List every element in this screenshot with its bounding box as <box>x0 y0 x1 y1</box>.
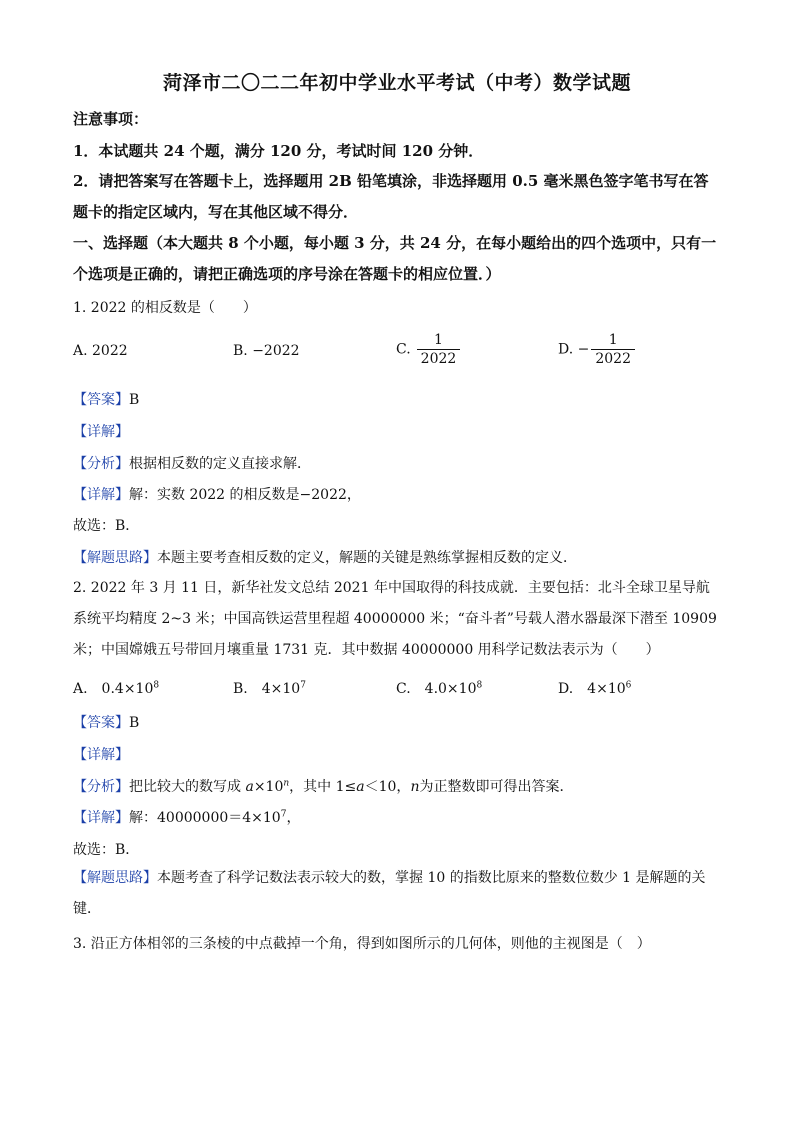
q2-option-c-text: C. 4.0×10 <box>396 681 477 697</box>
answer-label: 【答案】 <box>73 715 129 731</box>
q2-option-d-exponent: 6 <box>625 680 632 691</box>
q2-option-b <box>233 678 306 698</box>
notice-heading: 注意事项： <box>73 110 149 128</box>
q1-detail-heading <box>73 421 129 441</box>
q1-option-c <box>396 331 460 368</box>
q1-option-c-fraction <box>417 331 461 368</box>
q1-analysis <box>73 453 311 473</box>
q2-option-a-text: A. 0.4×10 <box>73 681 154 697</box>
q1-option-a: A. 2022 <box>73 343 128 359</box>
q2-thinking-text: 本题考查了科学记数法表示较大的数，掌握 10 的指数比原来的整数位数少 1 是解题的关键． <box>73 870 706 917</box>
q1-option-d-label: D. − <box>558 341 590 358</box>
q1-option-c-label: C. <box>396 341 411 358</box>
detail-label: 【详解】 <box>73 747 129 763</box>
q2-answer <box>73 712 139 732</box>
q2-thinking <box>73 863 713 925</box>
q1-choose: 故选：B． <box>73 518 140 534</box>
notice-item-1: 1．本试题共 24 个题，满分 120 分，考试时间 120 分钟． <box>73 142 484 160</box>
q2-option-b-exponent: 7 <box>300 680 306 691</box>
q2-option-b-text: B. 4×10 <box>233 681 301 697</box>
q1-answer-value: B <box>129 392 140 408</box>
q1-option-b: B. −2022 <box>233 343 300 359</box>
q2-option-c-exponent: 8 <box>476 680 483 691</box>
q2-option-a-exponent: 8 <box>153 680 160 691</box>
thinking-label: 【解题思路】 <box>73 550 157 566</box>
q1-thinking <box>73 547 577 567</box>
q2-detail-heading <box>73 744 129 764</box>
detail-label: 【详解】 <box>73 810 129 826</box>
var-a: a <box>356 779 365 795</box>
page-title: 菏泽市二〇二二年初中学业水平考试（中考）数学试题 <box>162 72 631 94</box>
times-ten: ×10 <box>253 779 284 795</box>
q2-detail-end: ， <box>286 810 301 826</box>
fraction-denominator: 2022 <box>591 349 635 368</box>
var-a: a <box>245 779 254 795</box>
q2-option-c <box>396 678 482 698</box>
analysis-label: 【分析】 <box>73 779 129 795</box>
q2-detail-exponent: 7 <box>280 809 287 820</box>
q1-stem: 1. 2022 的相反数是（ ） <box>73 300 257 316</box>
q2-analysis-pre: 把比较大的数写成 <box>129 779 246 795</box>
fraction-numerator: 1 <box>434 332 443 348</box>
q3-stem: 3. 沿正方体相邻的三条棱的中点截掉一个角，得到如图所示的几何体，则他的主视图是（ ） <box>73 936 651 952</box>
fraction-denominator: 2022 <box>417 349 461 368</box>
q2-option-a <box>73 678 159 698</box>
detail-label: 【详解】 <box>73 424 129 440</box>
detail-label: 【详解】 <box>73 487 129 503</box>
var-n: n <box>410 779 420 795</box>
q2-detail-text: 解：40000000＝4×10 <box>129 810 281 826</box>
q2-choose: 故选：B． <box>73 842 140 858</box>
q1-option-d <box>558 331 635 368</box>
var-n-exponent: n <box>283 778 290 789</box>
notice-item-2: 2．请把答案写在答题卡上，选择题用 2B 铅笔填涂，非选择题用 0.5 毫米黑色签字笔书写在答题卡的指定区域内，写在其他区域不得分． <box>73 172 709 221</box>
q2-answer-value: B <box>129 715 140 731</box>
q1-detail-text: 解：实数 2022 的相反数是−2022， <box>129 487 361 503</box>
fraction-numerator: 1 <box>608 332 618 348</box>
q2-detail <box>73 807 300 827</box>
q1-option-d-fraction <box>591 331 635 368</box>
thinking-label: 【解题思路】 <box>73 870 157 886</box>
q1-thinking-text: 本题主要考查相反数的定义，解题的关键是熟练掌握相反数的定义． <box>157 550 577 566</box>
q2-option-d-text: D. 4×10 <box>558 681 626 697</box>
answer-label: 【答案】 <box>73 392 129 408</box>
q2-option-d <box>558 678 631 698</box>
q2-stem: 2. 2022 年 3 月 11 日，新华社发文总结 2021 年中国取得的科技成就．主要包括：北斗全球卫星导航系统平均精度 2~3 米；中国高铁运营里程超 40000000 米；“奋斗者”号载人潜水器最深下潜至 10909 米；中国嫦娥五号带回月壤重量 1731 克．其中数据 40000000 用科学记数法表示为（ ） <box>73 580 717 658</box>
q1-analysis-text: 根据相反数的定义直接求解． <box>129 456 311 472</box>
q1-detail <box>73 484 361 504</box>
q2-analysis-mid: ，其中 1≤ <box>289 779 357 795</box>
q2-analysis <box>73 776 573 796</box>
section-heading: 一、选择题（本大题共 8 个小题，每小题 3 分，共 24 分，在每小题给出的四个选项中，只有一个选项是正确的，请把正确选项的序号涂在答题卡的相应位置．） <box>73 234 717 283</box>
q2-analysis-post: 为正整数即可得出答案． <box>419 779 574 795</box>
q1-answer <box>73 389 139 409</box>
q2-analysis-lt: ＜10， <box>364 779 411 795</box>
analysis-label: 【分析】 <box>73 456 129 472</box>
